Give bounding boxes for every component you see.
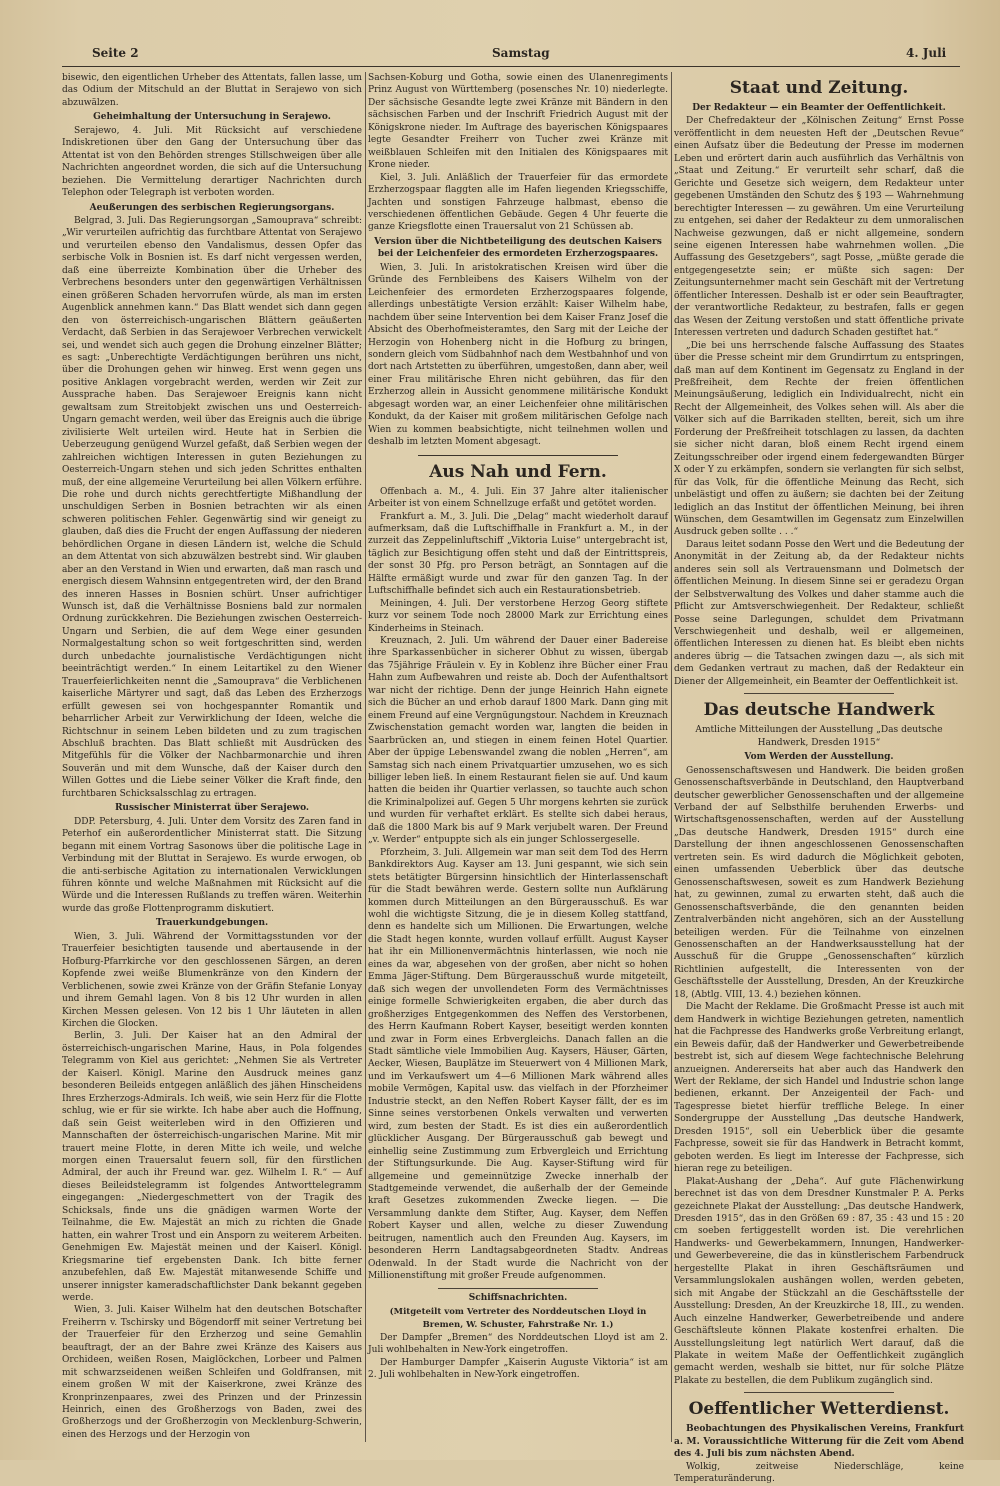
subheading: Russischer Ministerrat über Serajewo. xyxy=(114,803,310,814)
column-2 xyxy=(368,72,668,1452)
section-title: Staat und Zeitung. xyxy=(729,78,909,98)
header-rule xyxy=(62,66,960,67)
section-title: Aus Nah und Fern. xyxy=(429,461,607,482)
article-paragraph: Berlin, 3. Juli. Der Kaiser hat an den Admiral der österreichisch-ungarischen Marine, Haus, in Pola folgendes Telegramm von Kiel aus gerichtet: „Nehmen Sie als Vertreter der Kaiserl. Königl. Marine den Ausdruck meines ganz besonderen Beileids entgegen anläßlich des jähen Hinscheidens Ihres Erzherzogs-Admirals. Ich weiß, wie sein Herz für die Flotte schlug, wie er für sie wirkte. Ich habe aber auch die Hoffnung, daß sein Geist weiterleben wird in den Offizieren und Mannschaften der österreichisch-ungarischen Marine. Mit mir trauert meine Flotte, in deren Mitte ich weile, und welche morgen einen Trauersalut feuern soll, für den fürstlichen Admiral, der auch ihr Freund war. gez. Wilhelm I. R.“ — Auf dieses Beileidstelegramm ist folgendes Antworttelegramm eingegangen: „Niedergeschmettert von der Tragik des Schicksals, finde uns die gnädigen warmen Worte der Teilnahme, die Ew. Majestät an mich zu richten die Gnade hatten, ein wahrer Trost und ein Ansporn zu weiterem Arbeiten. Genehmigen Ew. Majestät meinen und der Kaiserl. Königl. Kriegsmarine tief ergebensten Dank. Ich bitte ferner anzubefehlen, daß Ew. Majestät mitanwesende Schiffe und unserer innigster kameradschaftlichster Dank bekannt gegeben werde. xyxy=(62,1031,362,1303)
article-paragraph: Belgrad, 3. Juli. Das Regierungsorgan „Samouprava“ schreibt: „Wir verurteilen aufrichtig das furchtbare Attentat von Serajewo und verurteilen ebenso den Vandalismus, dessen Opfer das serbische Volk in Bosnien ist. Es darf nicht vergessen werden, daß eine überreizte Kombination über die Urheber des Verbrechens besonders unter den gegenwärtigen Verhältnissen einen größeren Schaden hervorrufen würde, als man im ersten Augenblick annehmen kann.“ Das Blatt wendet sich dann gegen den von österreichisch-ungarischen Blättern geäußerten Verdacht, daß Serbien in das Serajewoer Verbrechen verwickelt sei, und wendet sich auch gegen die Drohung einzelner Blätter; es sagt: „Unberechtigte Verdächtigungen berühren uns nicht, über die Drohungen gehen wir hinweg. Erst wenn gegen uns positive Anklagen vorgebracht werden, werden wir Zeit zur Aussprache haben. Das Serajewoer Ereignis kann nicht gewaltsam zum Streitobjekt zwischen uns und Oesterreich-Ungarn gemacht werden, weil über das Ereignis auch die übrige zivilisierte Welt urteilen wird. Heute hat in Serbien die Ueberzeugung genügend Wurzel gefaßt, daß Serbien wegen der zahlreichen wichtigen Interessen in guten Beziehungen zu Oesterreich-Ungarn stehen und sich jeden Schrittes enthalten muß, der eine allgemeine Verurteilung bei allen Völkern erführe. Die rohe und durch nichts gerechtfertigte Mißhandlung der unschuldigen Serben in Bosnien betrachten wir als einen schweren politischen Fehler. Gegenwärtig sind wir geneigt zu glauben, daß dies die Frucht der engen Auffassung der niederen behördlichen Organe in diesen Ländern ist, welche die Schuld an dem Attentat von sich abzuwälzen bestrebt sind. Wir glauben aber an den Verstand in Wien und erwarten, daß man rasch und energisch diesem Wahnsinn entgegentreten wird, der den Brand des inneren Hasses in Bosnien schürt. Unser aufrichtiger Wunsch ist, daß die Verhältnisse Bosniens bald zur normalen Ordnung zurückkehren. Die Beziehungen zwischen Oesterreich-Ungarn und Serbien, die auf dem Wege einer gesunden Normalgestaltung schon so weit fortgeschritten sind, werden durch unbedachte journalistische Verdächtigungen nicht beeinträchtigt werden.“ In einem Leitartikel zu den Wiener Trauerfeierlichkeiten nennt die „Samouprava“ die Verblichenen kaiserliche Märtyrer und sagt, daß das Leben des Erzherzogs erfüllt gewesen sei von hochgespannter Romantik und beharrlicher Arbeit zur Verwirklichung der Ideen, welche die Richtschnur in seinem Leben bildeten und zu zum tragischen Abschluß brachten. Das Blatt schließt mit Ausdrücken des Mitgefühls für die Völker der Nachbarmonarchie und ihren Souverän und mit dem Wunsche, daß der Kaiser durch den Willen Gottes und die Liebe seiner Völker die Kraft finde, den furchtbaren Schicksalsschlag zu ertragen. xyxy=(62,215,362,799)
page-header xyxy=(0,46,1000,68)
issue-date: 4. Juli xyxy=(906,46,947,60)
column-divider xyxy=(671,72,672,1442)
section-rule xyxy=(744,1392,894,1393)
weekday: Samstag xyxy=(492,46,550,60)
article-paragraph: Daraus leitet sodann Posse den Wert und die Bedeutung der Anonymität in der Zeitung ab, da der Redakteur nichts anderes sein soll als Vertrauensmann und Dolmetsch der öffentlichen Meinung. In diesem Sinne sei er geradezu Organ der Selbstverwaltung des Volkes und daher stamme auch die Pflicht zur Amtsverschwiegenheit. Der Redakteur, schließt Posse seine Darlegungen, schuldet dem Privatmann Verschwiegenheit und deshalb, weil er allgemeinen, öffentlichen Interessen zu dienen hat. Es bleibt eben nichts anderes übrig — die Tatsachen zwingen dazu —, als sich mit dem Gedanken vertraut zu machen, daß der Redakteur ein Diener der Allgemeinheit, ein Beamter der Oeffentlichkeit ist. xyxy=(674,539,964,687)
article-paragraph: Kiel, 3. Juli. Anläßlich der Trauerfeier für das ermordete Erzherzogspaar flaggten alle im Hafen liegenden Kriegsschiffe, Jachten und sonstigen Fahrzeuge halbmast, ebenso die verschiedenen öffentlichen Gebäude. Gegen 4 Uhr feuerte die ganze Kriegsflotte einen Trauersalut von 21 Schüssen ab. xyxy=(368,172,668,233)
article-paragraph: Plakat-Aushang der „Deha“. Auf gute Flächenwirkung berechnet ist das von dem Dresdner Kunstmaler P. A. Perks gezeichnete Plakat der Ausstellung: „Das deutsche Handwerk, Dresden 1915“, das in den Größen 69 : 87, 35 : 43 und 15 : 20 cm soeben fertiggestellt worden ist. Die verehrlichen Handwerks- und Gewerbekammern, Innungen, Handwerker- und Gewerbevereine, die das in künstlerischem Farbendruck hergestellte Plakat in ihren Geschäftsräumen und Versammlungslokalen aushängen wollen, werden gebeten, sich mit Angabe der Stückzahl an die Geschäftsstelle der Ausstellung: Dresden, An der Kreuzkirche 18, III., zu wenden. Auch einzelne Handwerker, Gewerbetreibende und andere Geschäftsleute können Plakate kostenfrei erhalten. Die Ausstellungsleitung legt natürlich Wert darauf, daß die Plakate in weitem Maße der Oeffentlichkeit zugänglich gemacht werden, weshalb sie bittet, nur für solche Plätze Plakate zu bestellen, die dem Publikum zugänglich sind. xyxy=(674,1176,964,1386)
subheading: Version über die Nichtbeteiligung des deutschen Kaisers bei der Leichenfeier des ermordeten Erzherzogspaares. xyxy=(374,236,662,260)
section-rule xyxy=(744,693,894,694)
article-paragraph: Offenbach a. M., 4. Juli. Ein 37 Jahre alter italienischer Arbeiter ist von einem Schnellzuge erfaßt und getötet worden. xyxy=(368,486,668,510)
article-paragraph: Der Hamburger Dampfer „Kaiserin Auguste Viktoria“ ist am 2. Juli wohlbehalten in New-York eingetroffen. xyxy=(368,1357,668,1381)
subheading-note: (Mitgeteilt vom Vertreter des Norddeutschen Lloyd in Bremen, W. Schuster, Fahrstraße Nr. 1.) xyxy=(389,1307,647,1330)
subheading: Geheimhaltung der Untersuchung in Serajewo. xyxy=(93,112,331,123)
article-paragraph: Sachsen-Koburg und Gotha, sowie einen des Ulanenregiments Prinz August von Württemberg (posensches Nr. 10) niederlegte. Der sächsische Gesandte legte zwei Kränze mit Bändern in den sächsischen Farben und der Inschrift Friedrich August mit der Königskrone nieder. Im Auftrage des bayerischen Königspaares legte Gesandter Freiherr von Tucher zwei Kränze mit weißblauen Schleifen mit den Initialen des Königspaares mit Krone nieder. xyxy=(368,73,668,171)
article-paragraph: Der Chefredakteur der „Kölnischen Zeitung“ Ernst Posse veröffentlicht in dem neuesten Heft der „Deutschen Revue“ einen Aufsatz über die Bedeutung der Presse im modernen Leben und erörtert darin auch ausführlich das Verhältnis von „Staat und Zeitung.“ Er verurteilt sehr scharf, daß die Gerichte und Gesetze sich weigern, dem Redakteur unter gegebenen Umständen den Schutz des § 193 — Wahrnehmung berechtigter Interessen — zu gewähren. Um eine Verurteilung zu entgehen, sei daher der Redakteur zu dem unmoralischen Nachweise gezwungen, daß er nicht allgemeine, sondern seine eigenen Interessen habe wahrnehmen wollen. „Die Auffassung des Gesetzgebers“, sagt Posse, „müßte gerade die entgegengesetzte sein; er müßte sich sagen: Der Zeitungsunternehmer macht sein Geschäft mit der Vertretung öffentlicher Interessen. Deshalb ist er oder sein Beauftragter, der verantwortliche Redakteur, zu bestrafen, falls er gegen das Wesen der Zeitung verstoßen und statt öffentliche private Interessen vertreten und dadurch Schaden gestiftet hat.“ xyxy=(674,116,964,339)
section-rule xyxy=(418,455,618,456)
subheading: Aeußerungen des serbischen Regierungsorgans. xyxy=(89,202,335,213)
article-paragraph: Meiningen, 4. Juli. Der verstorbene Herzog Georg stiftete kurz vor seinem Tode noch 28000 Mark zur Errichtung eines Kinderheims in Steinach. xyxy=(368,598,668,634)
article-paragraph: bisewic, den eigentlichen Urheber des Attentats, fallen lasse, um das Odium der Mitschuld an der Bluttat in Serajewo von sich abzuwälzen. xyxy=(62,73,362,108)
article-paragraph: Frankfurt a. M., 3. Juli. Die „Delag“ macht wiederholt darauf aufmerksam, daß die Luftschiffhalle in Frankfurt a. M., in der zurzeit das Zeppelinluftschiff „Viktoria Luise“ untergebracht ist, täglich zur Besichtigung offen steht und daß der Eintrittspreis, der sonst 30 Pfg. pro Person beträgt, an Sonntagen auf die Hälfte ermäßigt wurde und zwar für den ganzen Tag. In der Luftschiffhalle befindet sich auch ein Restaurationsbetrieb. xyxy=(368,511,668,597)
article-paragraph: Wien, 3. Juli. In aristokratischen Kreisen wird über die Gründe des Fernbleibens des Kaisers Wilhelm von der Leichenfeier des ermordeten Erzherzogspaares folgende, allerdings unbestätigte Version erzählt: Kaiser Wilhelm habe, nachdem über seine Intervention bei dem Kaiser Franz Josef die Absicht des Oberhofmeisteramtes, den Sarg mit der Leiche der Herzogin von Hohenberg nicht in die Hofburg zu bringen, sondern gleich vom Südbahnhof nach dem Westbahnhof und von dort nach Artstetten zu überführen, umgestoßen, dann aber, weil einer Frau militärische Ehren nicht gebühren, das für den Erzherzog allein in Aussicht genommene militärische Kondukt abgesagt worden war, an einer Leichenfeier ohne militärischen Kondukt, da der Kaiser mit großem militärischen Gefolge nach Wien zu kommen beabsichtigte, nicht teilnehmen wollen und deshalb im letzten Moment abgesagt. xyxy=(368,262,669,448)
article-paragraph: Wien, 3. Juli. Während der Vormittagsstunden vor der Trauerfeier besichtigten tausende und abertausende in der Hofburg-Pfarrkirche vor den geschlossenen Särgen, an deren Kopfende zwei weiße Blumenkränze von den Kindern der Verblichenen, sowie zwei Kränze von der Gräfin Stefanie Lonyay und ihrem Gemahl lagen. Von 8 bis 12 Uhr wurden in allen Kirchen Messen gelesen. Von 12 bis 1 Uhr läuteten in allen Kirchen die Glocken. xyxy=(62,931,362,1029)
subheading: Der Redakteur — ein Beamter der Oeffentlichkeit. xyxy=(692,103,946,113)
article-paragraph: Der Dampfer „Bremen“ des Norddeutschen Lloyd ist am 2. Juli wohlbehalten in New-York eingetroffen. xyxy=(368,1332,668,1356)
subheading: Trauerkundgebungen. xyxy=(155,918,269,929)
article-paragraph: Serajewo, 4. Juli. Mit Rücksicht auf verschiedene Indiskretionen über den Gang der Untersuchung über das Attentat ist von den Behörden strenges Stillschweigen über alle Nachrichten angeordnet worden, die sich auf die Untersuchung beziehen. Die Vermittelung derartiger Nachrichten durch Telephon oder Telegraph ist verboten worden. xyxy=(62,125,362,199)
article-paragraph: Wolkig, zeitweise Niederschläge, keine Temperaturänderung. xyxy=(674,1461,964,1485)
article-paragraph: Die Macht der Reklame. Die Großmacht Presse ist auch mit dem Handwerk in wichtige Beziehungen getreten, namentlich hat die Fachpresse des Handwerks große Verbreitung erlangt, ein Beweis dafür, daß der Handwerker und Gewerbetreibende bestrebt ist, sich auf diesem Wege fachtechnische Belehrung anzueignen. Andererseits hat aber auch das Handwerk den Wert der Reklame, der sich Handel und Industrie schon lange bedienen, erkannt. Der Anzeigenteil der Fach- und Tagespresse bietet hierfür treffliche Belege. In einer Sondergruppe der Ausstellung „Das deutsche Handwerk, Dresden 1915“, soll ein Ueberblick über die gesamte Fachpresse, soweit sie für das Handwerk in Betracht kommt, geboten werden. Es liegt im Interesse der Fachpresse, sich hieran rege zu beteiligen. xyxy=(674,1002,964,1175)
article-paragraph: DDP. Petersburg, 4. Juli. Unter dem Vorsitz des Zaren fand in Peterhof ein außerordentlicher Ministerrat statt. Die Sitzung begann mit einem Vortrag Sasonows über die politische Lage in Verbindung mit der Bluttat in Serajewo. Es wurde erwogen, ob die anti-serbische Agitation zu internationalen Verwicklungen führen könnte und welche Maßnahmen mit Rücksicht auf die Würde und die Interessen Rußlands zu treffen wären. Weiterhin wurde das große Flottenprogramm diskutiert. xyxy=(62,816,362,914)
section-title: Oeffentlicher Wetterdienst. xyxy=(688,1399,950,1420)
section-title: Das deutsche Handwerk xyxy=(703,700,935,721)
article-paragraph: Beobachtungen des Physikalischen Vereins, Frankfurt a. M. Voraussichtliche Witterung für die Zeit vom Abend des 4. Juli bis zum nächsten Abend. xyxy=(674,1424,964,1460)
column-1 xyxy=(62,72,362,1452)
column-3 xyxy=(674,72,964,1485)
article-paragraph: Wien, 3. Juli. Kaiser Wilhelm hat den deutschen Botschafter Freiherrn v. Tschirsky und Bögendorff mit seiner Vertretung bei der Trauerfeier für den Erzherzog und seine Gemahlin beauftragt, der an der Bahre zwei Kränze des Kaisers aus Orchideen, weißen Rosen, Maiglöckchen, Lorbeer und Palmen mit schwarzseidenen weißen Schleifen und Goldfransen, mit einem großen W mit der Kaiserkrone, zwei Kränze des Kronprinzenpaares, zwei des Prinzen und der Prinzessin Heinrich, einen des Großherzogs von Baden, zwei des Großherzogs und der Großherzogin von Mecklenburg-Schwerin, einen des Herzogs und der Herzogin von xyxy=(62,1305,362,1440)
article-paragraph: Genossenschaftswesen und Handwerk. Die beiden großen Genossenschaftsverbände in Deutschland, den Hauptverband deutscher gewerblicher Genossenschaften und der allgemeine Verband der auf Selbsthilfe beruhenden Erwerbs- und Wirtschaftsgenossenschaften, werden auf der Ausstellung „Das deutsche Handwerk, Dresden 1915“ durch eine Darstellung der ihnen angeschlossenen Genossenschaften vertreten sein. Es wird dadurch die Möglichkeit geboten, einen umfassenden Ueberblick über das deutsche Genossenschaftswesen, soweit es zum Handwerk Beziehung hat, zu gewinnen, zumal zu erwarten steht, daß auch die Genossenschaftsverbände, die den genannten beiden Zentralverbänden nicht angehören, sich an der Ausstellung beteiligen werden. Für die Teilnahme von einzelnen Genossenschaften an der Handwerksausstellung hat der Ausschuß für die Gruppe „Genossenschaften“ kürzlich Richtlinien aufgestellt, die Interessenten von der Geschäftsstelle der Ausstellung, Dresden, An der Kreuzkirche 18, (Abtlg. VIII, 13. 4.) beziehen können. xyxy=(674,765,964,1000)
page-number: Seite 2 xyxy=(92,46,139,60)
article-paragraph: „Die bei uns herrschende falsche Auffassung des Staates über die Presse scheint mir dem Grundirrtum zu entspringen, daß man auf dem Kontinent im Gegensatz zu England in der Preßfreiheit, dem Rechte der freien öffentlichen Meinungsäußerung, lediglich ein Individualrecht, nicht ein Recht der Allgemeinheit, des Volkes sehen will. Als aber die Völker sich auf die Barrikaden stellten, bereit, sich um ihre Forderung der Preßfreiheit totschlagen zu lassen, da dachten sie sicher nicht daran, bloß einem Recht irgend einem Zeitungsschreiber oder irgend einem federgewandten Bürger X oder Y zu erkämpfen, sondern sie verlangten für sich selbst, für das Volk, für die öffentliche Meinung das Recht, sich unbelästigt und offen zu äußern; sie dachten bei der Zeitung lediglich an das Institut der öffentlichen Meinung, bei ihren Wünschen, dem Gesamtwillen im Gegensatz zum Einzelwillen Ausdruck geben sollte . . .“ xyxy=(674,340,964,538)
article-paragraph: Kreuznach, 2. Juli. Um während der Dauer einer Badereise ihre Sparkassenbücher in sicherer Obhut zu wissen, übergab das 75jährige Fräulein v. Ey in Koblenz ihre Bücher einer Frau Hahn zum Aufbewahren und reiste ab. Doch der Aufenthaltsort war nicht der richtige. Denn der junge Heinrich Hahn eignete sich die Bücher an und erhob darauf 1800 Mark. Dann ging mit einem Freund auf eine Vergnügungstour. Nachdem in Kreuznach Zwischenstation gemacht worden war, langten die beiden in Saarbrücken an, und stiegen in einem feinen Hotel Quartier. Aber der üppige Lebenswandel zwang die noblen „Herren“, am Samstag sich nach einem Privatquartier umzusehen, wo es sich billiger leben ließ. In einem Restaurant fielen sie auf. Und kaum hatten die beiden ihr Quartier verlassen, so tauchte auch schon die Kriminalpolizei auf. Gegen 5 Uhr morgens kehrten sie zurück und wurden für verhaftet erklärt. Es stellte sich dabei heraus, daß die 1800 Mark bis auf 9 Mark verjubelt waren. Der Freund „v. Werder“ entpuppte sich als ein junger Schlossergeselle. xyxy=(368,636,668,846)
section-rule xyxy=(438,1288,598,1289)
column-divider xyxy=(365,72,366,1442)
subheading: Vom Werden der Ausstellung. xyxy=(744,752,894,763)
subheading: Amtliche Mitteilungen der Ausstellung „Das deutsche Handwerk, Dresden 1915“ xyxy=(695,725,943,748)
article-paragraph: Pforzheim, 3. Juli. Allgemein war man seit dem Tod des Herrn Bankdirektors Aug. Kayser am 13. Juni gespannt, wie sich sein stets betätigter Bürgersinn hinsichtlich der Hinterlassenschaft für die Stadt bewähren werde. Gestern sollte nun Aufklärung kommen durch Mitteilungen an den Bürgerausschuß. Es war wohl die wichtigste Sitzung, die je in diesem Kolleg stattfand, denn es handelte sich um Millionen. Die Erwartungen, welche die Stadt hegen konnte, wurden vollauf erfüllt. August Kayser hat ihr ein Millionenvermächtnis hinterlassen, wie noch nie eines da war, abgesehen von der großen, aber nicht so hohen Emma Jäger-Stiftung. Dem Bürgerausschuß wurde mitgeteilt, daß sich wegen der unvollendeten Form des Vermächtnisses einige formelle Schwierigkeiten ergaben, die aber durch das großherziges Entgegenkommen des Neffen des Verstorbenen, des Herrn Kaufmann Robert Kayser, beseitigt werden konnten und zwar in Form eines Erbvergleichs. Danach fallen an die Stadt sämtliche viele Immobilien Aug. Kaysers, Häuser, Gärten, Aecker, Wiesen, Bauplätze im Steuerwert von 4 Millionen Mark, und im Verkaufswert um 4—6 Millionen Mark während alles mobile Vermögen, Kapital usw. das vielfach in der Pforzheimer Industrie steckt, an den Neffen Robert Kayser fällt, der es im Sinne seines verstorbenen Onkels verwalten und verwerten wird, zum besten der Stadt. Es ist dies ein außerordentlich glücklicher Ausgang. Der Bürgerausschuß gab bewegt und einhellig seine Zustimmung zum Erbvergleich und Errichtung der Stiftungsurkunde. Die Aug. Kayser-Stiftung wird für allgemeine und gemeinnützige Zwecke innerhalb der Stadtgemeinde verwendet, die außerhalb der der Gemeinde kraft Gesetzes zukommenden Zwecke liegen. — Die Versammlung dankte dem Stifter, Aug. Kayser, dem Neffen Robert Kayser und allen, welche zu dieser Zuwendung beitrugen, namentlich auch den Freunden Aug. Kaysers, im besonderen Herrn Landtagsabgeordneten Stadtv. Andreas Odenwald. In der Stadt wurde die Nachricht von der Millionenstiftung mit großer Freude aufgenommen. xyxy=(368,847,668,1282)
subheading: Schiffsnachrichten. xyxy=(468,1292,568,1303)
